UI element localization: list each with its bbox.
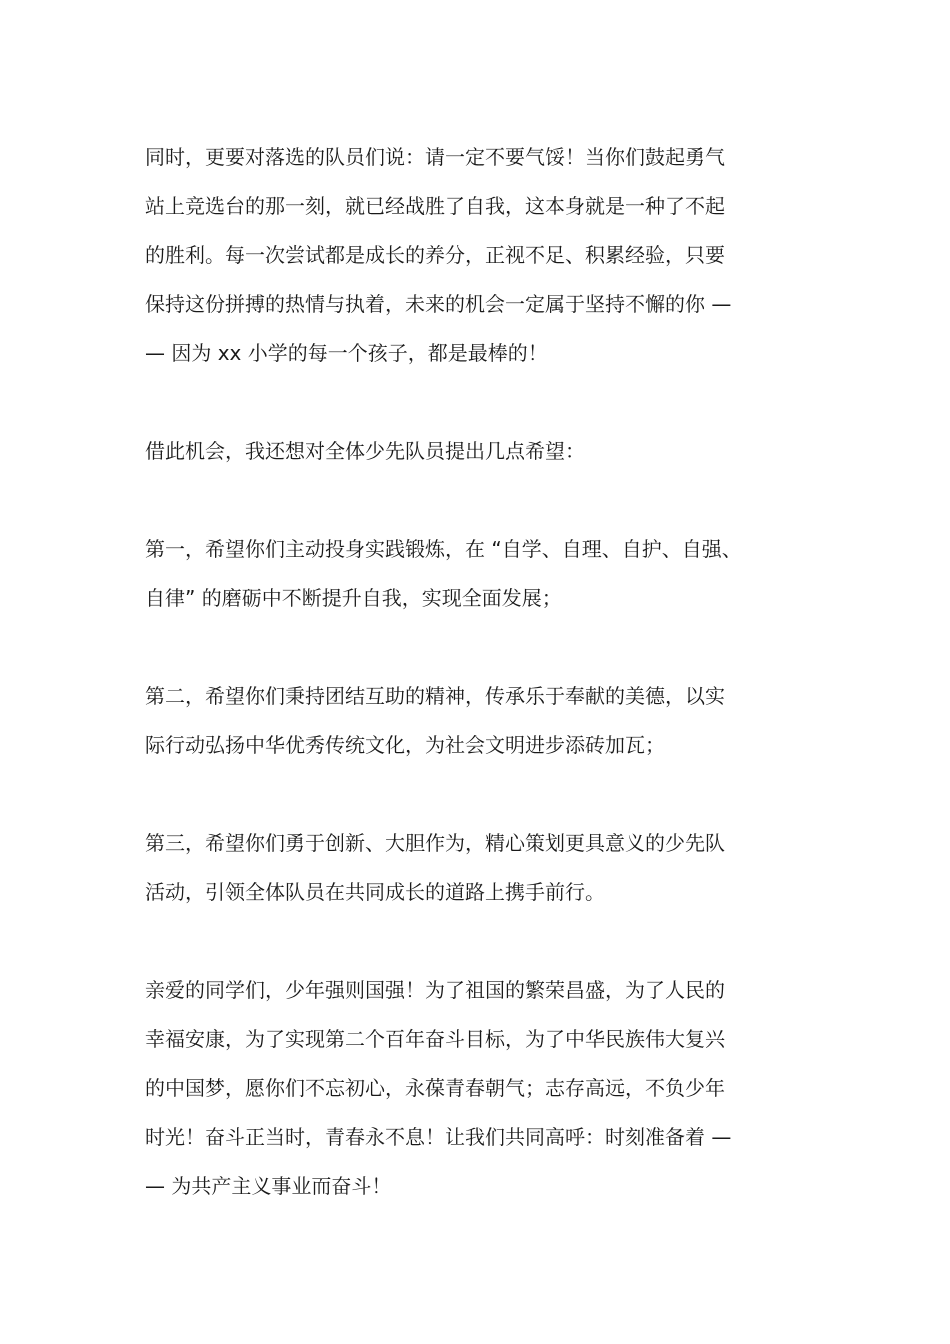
- text-line: 保持这份拼搏的热情与执着，未来的机会一定属于坚持不懈的你 —: [145, 292, 732, 316]
- text-line: 幸福安康，为了实现第二个百年奋斗目标，为了中华民族伟大复兴: [145, 1027, 725, 1051]
- paragraph-hope-first: [145, 525, 825, 623]
- text-line: 第一，希望你们主动投身实践锻炼，在 “自学、自理、自护、自强、: [145, 537, 742, 561]
- text-line: 际行动弘扬中华优秀传统文化，为社会文明进步添砖加瓦；: [145, 733, 665, 757]
- paragraph-gap: [145, 623, 825, 672]
- text-line: — 因为 xx 小学的每一个孩子，都是最棒的！: [145, 341, 548, 365]
- text-line: 第二，希望你们秉持团结互助的精神，传承乐于奉献的美德，以实: [145, 684, 725, 708]
- paragraph-gap: [145, 770, 825, 819]
- text-line: 时光！奋斗正当时，青春永不息！让我们共同高呼：时刻准备着 —: [145, 1125, 732, 1149]
- paragraph-gap: [145, 917, 825, 966]
- paragraph-closing: [145, 966, 825, 1211]
- paragraph-gap: [145, 476, 825, 525]
- text-line: 自律” 的磨砺中不断提升自我，实现全面发展；: [145, 586, 562, 610]
- text-line: 活动，引领全体队员在共同成长的道路上携手前行。: [145, 880, 605, 904]
- paragraph-hope-second: [145, 672, 825, 770]
- paragraph-gap: [145, 378, 825, 427]
- text-line: 亲爱的同学们，少年强则国强！为了祖国的繁荣昌盛，为了人民的: [145, 978, 725, 1002]
- text-line: — 为共产主义事业而奋斗！: [145, 1174, 392, 1198]
- paragraph-intro-hopes: [145, 427, 825, 476]
- text-line: 的中国梦，愿你们不忘初心，永葆青春朝气；志存高远，不负少年: [145, 1076, 725, 1100]
- paragraph-hope-third: [145, 819, 825, 917]
- text-line: 借此机会，我还想对全体少先队员提出几点希望：: [145, 439, 585, 463]
- document-body: [145, 133, 825, 1211]
- text-line: 站上竞选台的那一刻，就已经战胜了自我，这本身就是一种了不起: [145, 194, 725, 218]
- text-line: 第三，希望你们勇于创新、大胆作为，精心策划更具意义的少先队: [145, 831, 725, 855]
- text-line: 同时，更要对落选的队员们说：请一定不要气馁！当你们鼓起勇气: [145, 145, 725, 169]
- text-line: 的胜利。每一次尝试都是成长的养分，正视不足、积累经验，只要: [145, 243, 725, 267]
- paragraph-encouragement: [145, 133, 825, 378]
